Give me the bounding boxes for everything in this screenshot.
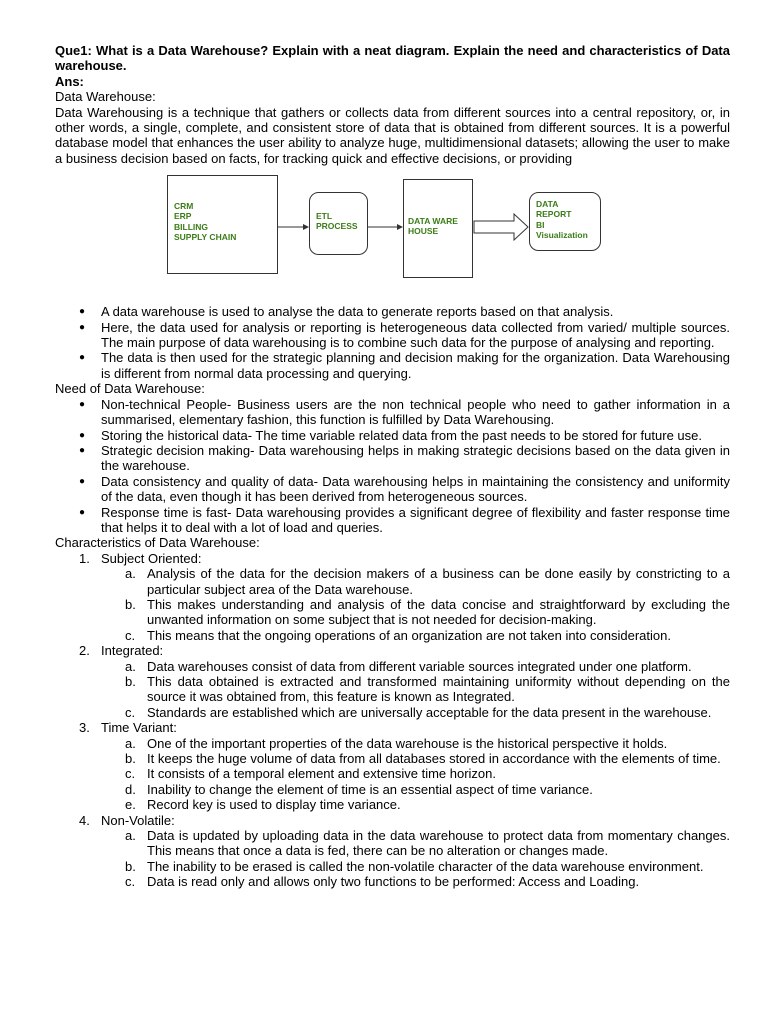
sub-list: [101, 566, 730, 643]
sub-item: [55, 736, 730, 751]
bullet-item: ● Data consistency and quality of data- Data warehousing helps in maintaining the consistency and uniformity of the data, even though it has been derived from heterogeneous sources.: [55, 474, 730, 505]
sub-text: The inability to be erased is called the non-volatile character of the data warehouse environment.: [147, 858, 704, 874]
characteristic-title: Non-Volatile:: [101, 812, 175, 828]
bullet-item: ● Response time is fast- Data warehousing provides a significant degree of flexibility and faster response time that helps it to deal with a lot of load and queries.: [55, 505, 730, 536]
sub-label: a.: [125, 828, 136, 844]
etl-line: PROCESS: [316, 221, 358, 232]
output-item: Visualization: [536, 229, 588, 240]
sub-text: This means that the ongoing operations of an organization are not taken into consideration.: [147, 627, 671, 643]
sub-list: [101, 736, 730, 813]
output-item: DATA: [536, 199, 559, 210]
sources-label: [174, 201, 236, 242]
characteristic-title: Integrated:: [101, 643, 164, 659]
characteristic-title: Subject Oriented:: [101, 550, 202, 566]
sub-item: [55, 674, 730, 705]
characteristic-title: Time Variant:: [101, 720, 177, 736]
item-number: 2.: [79, 643, 90, 659]
sub-text: Data is updated by uploading data in the data warehouse to protect data from momentary changes. This means that once a data is fed, there can be no alteration or changes made.: [147, 828, 730, 859]
arrowhead-etl-warehouse: [397, 224, 403, 230]
sub-list: [101, 828, 730, 890]
sub-text: It keeps the huge volume of data from all databases stored in accordance with the elements of time.: [147, 751, 721, 767]
question-heading: Que1: What is a Data Warehouse? Explain with a neat diagram. Explain the need and characteristics of Data warehouse.: [55, 43, 730, 74]
sub-item: [55, 859, 730, 874]
etl-label: [316, 211, 358, 231]
arrowhead-sources-etl: [303, 224, 309, 230]
need-bullet-list: [55, 397, 730, 536]
characteristics-list: [55, 551, 730, 890]
source-item: ERP: [174, 211, 192, 222]
dw-paragraph: Data Warehousing is a technique that gathers or collects data from different sources into a central repository, or, in other words, a single, complete, and consistent store of data that is obtained from different sources. It is a powerful database model that enhances the user ability to analyze huge, multidimensional datasets; allowing the user to make a business decision based on facts, for tracking quick and effective decisions, or providing: [55, 104, 730, 166]
item-number: 1.: [79, 550, 90, 566]
sub-label: b.: [125, 858, 136, 874]
dw-heading: Data Warehouse:: [55, 89, 156, 105]
sub-label: c.: [125, 704, 136, 720]
sub-label: a.: [125, 735, 136, 751]
sub-text: This data obtained is extracted and transformed maintaining uniformity without depending on the source it was obtained from, this feature is known as Integrated.: [147, 674, 730, 705]
block-arrow-warehouse-output: [474, 214, 528, 240]
warehouse-label: [408, 216, 458, 236]
sub-text: Inability to change the element of time is an essential aspect of time variance.: [147, 781, 593, 797]
sub-item: [55, 874, 730, 889]
sub-item: [55, 659, 730, 674]
sub-label: b.: [125, 674, 136, 689]
sub-label: b.: [125, 751, 136, 767]
bullet-item: ● Strategic decision making- Data warehousing helps in making strategic decisions based on the data given in the warehouse.: [55, 443, 730, 474]
etl-line: ETL: [316, 211, 333, 222]
sub-text: This makes understanding and analysis of the data concise and straightforward by excluding the unwanted information on some subject that is not needed for decision-making.: [147, 596, 730, 628]
item-number: 3.: [79, 720, 90, 736]
sub-item: [55, 797, 730, 812]
bullet-item: ● A data warehouse is used to analyse the data to generate reports based on that analysis.: [55, 304, 730, 319]
sub-item: [55, 782, 730, 797]
bullet-item: ● The data is then used for the strategic planning and decision making for the organization. Data Warehousing is different from normal data processing and querying.: [55, 350, 730, 381]
sub-text: Record key is used to display time variance.: [147, 797, 401, 813]
sub-item: [55, 705, 730, 720]
sub-text: Standards are established which are universally acceptable for the data present in the warehouse.: [147, 704, 712, 720]
sub-label: a.: [125, 566, 136, 582]
sub-label: b.: [125, 596, 136, 612]
sub-label: c.: [125, 874, 136, 890]
sub-item: [55, 628, 730, 643]
characteristic-item: [55, 643, 730, 720]
intro-bullet-list: [55, 304, 730, 381]
output-item: BI: [536, 219, 545, 230]
warehouse-line: HOUSE: [408, 226, 439, 237]
characteristic-item: [55, 551, 730, 643]
bullet-item: ● Here, the data used for analysis or reporting is heterogeneous data collected from varied/ multiple sources. The main purpose of data warehousing is to combine such data for the purpose of analysing and reporting.: [55, 320, 730, 351]
sub-item: [55, 597, 730, 628]
document-page: [55, 43, 730, 890]
sub-label: c.: [125, 766, 136, 782]
output-label: [536, 199, 588, 240]
sub-item: [55, 828, 730, 859]
sub-text: Data warehouses consist of data from different variable sources integrated under one platform.: [147, 658, 692, 674]
sub-item: [55, 566, 730, 597]
sub-text: Analysis of the data for the decision makers of a business can be done easily by constricting to a particular subject area of the Data warehouse.: [147, 566, 730, 597]
sub-list: [101, 659, 730, 721]
item-number: 4.: [79, 812, 90, 828]
data-warehouse-diagram: [113, 166, 730, 304]
characteristic-item: [55, 720, 730, 812]
warehouse-line: DATA WARE: [408, 216, 458, 227]
sub-item: [55, 766, 730, 781]
bullet-item: ● Non-technical People- Business users are the non technical people who need to gather information in a summarised, elementary fashion, this function is fulfilled by Data Warehousing.: [55, 397, 730, 428]
sub-label: d.: [125, 781, 136, 797]
bullet-item: ● Storing the historical data- The time variable related data from the past needs to be stored for future use.: [55, 428, 730, 443]
sub-text: It consists of a temporal element and extensive time horizon.: [147, 766, 497, 782]
answer-label: Ans:: [55, 73, 84, 89]
source-item: BILLING: [174, 221, 208, 232]
sub-item: [55, 751, 730, 766]
sub-text: Data is read only and allows only two functions to be performed: Access and Loading.: [147, 874, 640, 890]
sub-label: a.: [125, 658, 136, 674]
characteristics-heading: Characteristics of Data Warehouse:: [55, 535, 260, 551]
sub-label: c.: [125, 627, 136, 643]
characteristic-item: [55, 813, 730, 890]
source-item: SUPPLY CHAIN: [174, 231, 237, 242]
sub-text: One of the important properties of the data warehouse is the historical perspective it holds.: [147, 735, 668, 751]
sub-label: e.: [125, 797, 136, 813]
need-heading: Need of Data Warehouse:: [55, 381, 205, 397]
output-item: REPORT: [536, 209, 572, 220]
source-item: CRM: [174, 201, 194, 212]
